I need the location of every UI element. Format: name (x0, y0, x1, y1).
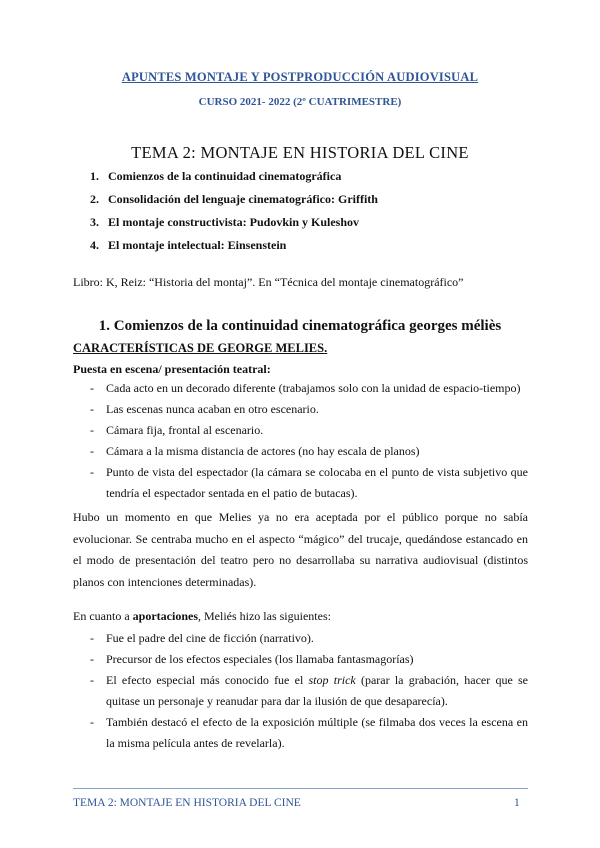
course-title: APUNTES MONTAJE Y POSTPRODUCCIÓN AUDIOVISUAL (121, 70, 479, 84)
toc-item: 3. El montaje constructivista: Pudovkin y Kuleshov (90, 215, 360, 229)
list-item: - Punto de vista del espectador (la cámara se colocaba en el punto de vista subjetivo que tendría el espectador sentada en el patio de butacas). (90, 465, 528, 500)
course-year: CURSO 2021- 2022 (2º CUATRIMESTRE) (198, 96, 402, 108)
toc-item: 4. El montaje intelectual: Einsenstein (90, 238, 287, 252)
list-item: - Cada acto en un decorado diferente (trabajamos solo con la unidad de espacio-tiempo) (90, 381, 521, 395)
characteristics-list (73, 378, 528, 504)
book-reference: Libro: K, Reiz: “Historia del montaj”. En “Técnica del montaje cinematográfico” (73, 275, 464, 289)
contributions-list (73, 628, 528, 754)
page-title: TEMA 2: MONTAJE EN HISTORIA DEL CINE (131, 143, 469, 162)
body-paragraph: Hubo un momento en que Melies ya no era aceptada por el público porque no sabía evolucionar. Se centraba mucho en el aspecto “mágico” del trucaje, quedándose estancado en el modo de presentación del teatro pero no desarrollaba su narrativa audiovisual (distintos planos con intenciones determinadas). (73, 510, 528, 589)
list-item: - También destacó el efecto de la exposición múltiple (se filmaba dos veces la escena en la misma película antes de revelarla). (90, 715, 528, 750)
footer-title: TEMA 2: MONTAJE EN HISTORIA DEL CINE (73, 797, 301, 809)
list-item: - Precursor de los efectos especiales (los llamaba fantasmagorías) (90, 652, 414, 666)
list-item: - Cámara a la misma distancia de actores (no hay escala de planos) (90, 444, 420, 458)
list-item: - Las escenas nunca acaban en otro escenario. (90, 402, 319, 416)
subheading: Puesta en escena/ presentación teatral: (73, 362, 271, 376)
section-heading: 1. Comienzos de la continuidad cinematográfica georges méliès (98, 318, 502, 334)
list-item: - Fue el padre del cine de ficción (narrativo). (90, 631, 314, 645)
table-of-contents (90, 168, 550, 260)
toc-item: 1. Comienzos de la continuidad cinematográfica (90, 169, 342, 183)
list-item: - Cámara fija, frontal al escenario. (90, 423, 264, 437)
contributions-intro: En cuanto a aportaciones, Meliés hizo las siguientes: (73, 609, 331, 623)
toc-item: 2. Consolidación del lenguaje cinematográfico: Griffith (90, 192, 378, 206)
list-item: - El efecto especial más conocido fue el stop trick (parar la grabación, hacer que se quitase un personaje y reanudar para dar la ilusión de que desaparecía). (90, 673, 528, 708)
characteristics-heading: CARACTERÍSTICAS DE GEORGE MELIES. (73, 341, 328, 355)
footer-divider (73, 788, 528, 789)
page-number: 1 (514, 797, 520, 809)
